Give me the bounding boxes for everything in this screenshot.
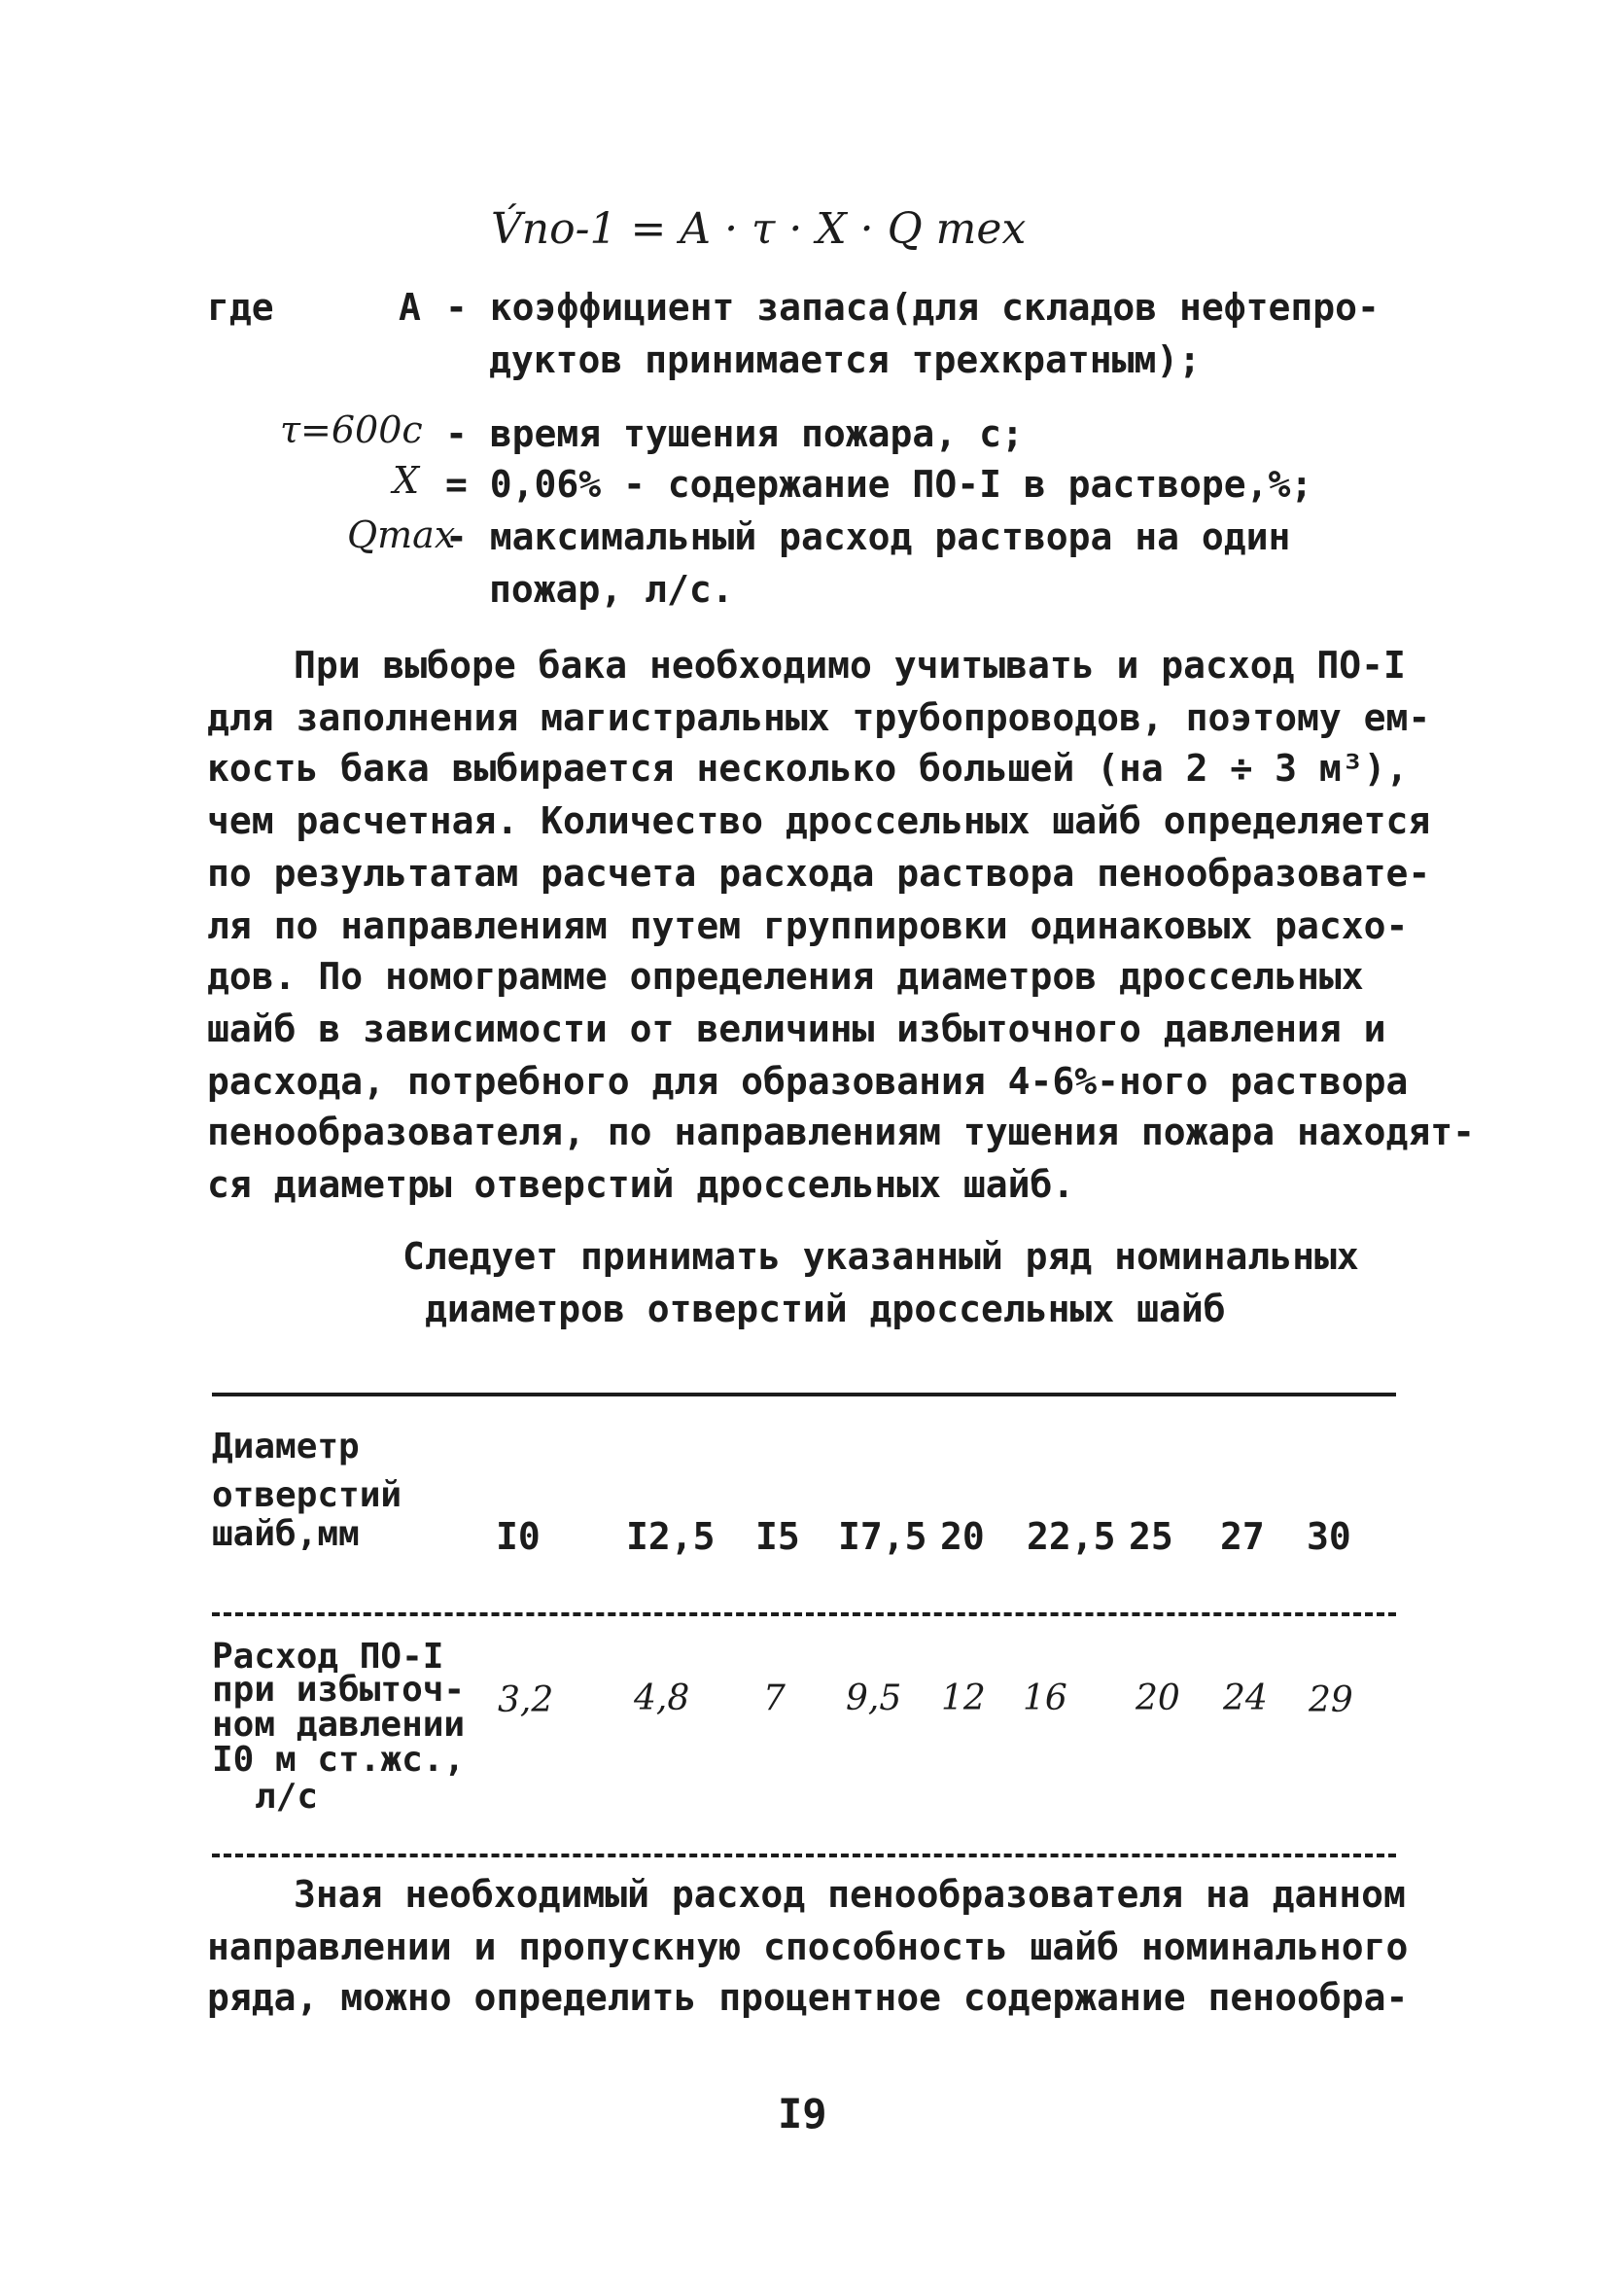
def-text-qmax: - максимальный расход раствора на один [445,515,1291,558]
paragraph-line: ряда, можно определить процентное содержание пенообра- [207,1976,1409,2019]
paragraph-line: для заполнения магистральных трубопроводов, поэтому ем- [207,696,1431,739]
def-text-a-cont: дуктов принимается трехкратным); [489,338,1202,381]
table-middle-rule [212,1612,1396,1616]
row2-label-line-1: Расход ПО-I [212,1637,444,1677]
def-symbol-tau: τ=600с [280,408,423,451]
diameter-cell: 27 [1220,1515,1265,1558]
table-caption-line-1: Следует принимать указанный ряд номинальных [402,1235,1359,1278]
def-symbol-a: A [399,286,421,329]
table-top-rule [212,1393,1396,1396]
diameter-cell: I0 [496,1515,541,1558]
row2-label-line-3: ном давлении [212,1705,466,1745]
diameter-cell: 20 [940,1515,985,1558]
flow-cell: 16 [1023,1678,1067,1718]
paragraph-line: чем расчетная. Количество дроссельных шайб определяется [207,799,1431,842]
def-symbol-x: X [393,459,420,502]
flow-cell: 29 [1309,1680,1353,1720]
formula-main: V́по-1 = A · τ · X · Q mex [491,204,1027,254]
flow-cell: 24 [1223,1678,1268,1718]
paragraph-line: При выборе бака необходимо учитывать и расход ПО-I [294,644,1406,687]
table-bottom-rule [212,1854,1396,1857]
paragraph-line: шайб в зависимости от величины избыточного давления и [207,1007,1386,1050]
flow-cell: 3,2 [498,1680,554,1720]
def-symbol-qmax: Qmax [347,513,456,556]
paragraph-line: направлении и пропускную способность шайб номинального [207,1925,1409,1968]
paragraph-line: ся диаметры отверстий дроссельных шайб. [207,1163,1075,1206]
page-number: I9 [778,2090,827,2137]
row1-label-line-2: отверстий [212,1475,402,1515]
diameter-cell: I7,5 [838,1515,927,1558]
paragraph-line: по результатам расчета расхода раствора пенообразовате- [207,852,1431,895]
row1-label-line-3: шайб,мм [212,1514,360,1554]
flow-cell: 7 [763,1678,786,1718]
flow-cell: 12 [941,1678,986,1718]
def-text-a: - коэффициент запаса(для складов нефтепро- [445,286,1380,329]
table-caption-line-2: диаметров отверстий дроссельных шайб [425,1288,1226,1330]
diameter-cell: 25 [1129,1515,1173,1558]
flow-cell: 20 [1136,1678,1180,1718]
flow-cell: 9,5 [846,1678,902,1718]
paragraph-line: ля по направлениям путем группировки одинаковых расхо- [207,904,1409,947]
diameter-cell: I5 [755,1515,800,1558]
paragraph-line: расхода, потребного для образования 4-6%-ного раствора [207,1060,1409,1103]
def-text-tau: - время тушения пожара, с; [445,412,1024,455]
def-text-x: = 0,06% - содержание ПО-I в растворе,%; [445,463,1313,506]
paragraph-line: Зная необходимый расход пенообразователя на данном [294,1873,1406,1916]
row2-label-line-2: при избыточ- [212,1670,466,1710]
row2-label-line-5: л/с [255,1777,319,1817]
where-word: где [207,286,274,329]
paragraph-line: пенообразователя, по направлениям тушения пожара находят- [207,1111,1476,1153]
diameter-cell: 30 [1307,1515,1351,1558]
flow-cell: 4,8 [634,1678,690,1718]
diameter-cell: 22,5 [1027,1515,1116,1558]
row2-label-line-4: I0 м ст.жс., [212,1740,466,1780]
paragraph-line: кость бака выбирается несколько большей (на 2 ÷ 3 м³), [207,747,1409,790]
def-text-qmax-cont: пожар, л/с. [489,568,734,611]
diameter-cell: I2,5 [626,1515,716,1558]
paragraph-line: дов. По номограмме определения диаметров дроссельных [207,955,1364,998]
row1-label-line-1: Диаметр [212,1427,360,1466]
